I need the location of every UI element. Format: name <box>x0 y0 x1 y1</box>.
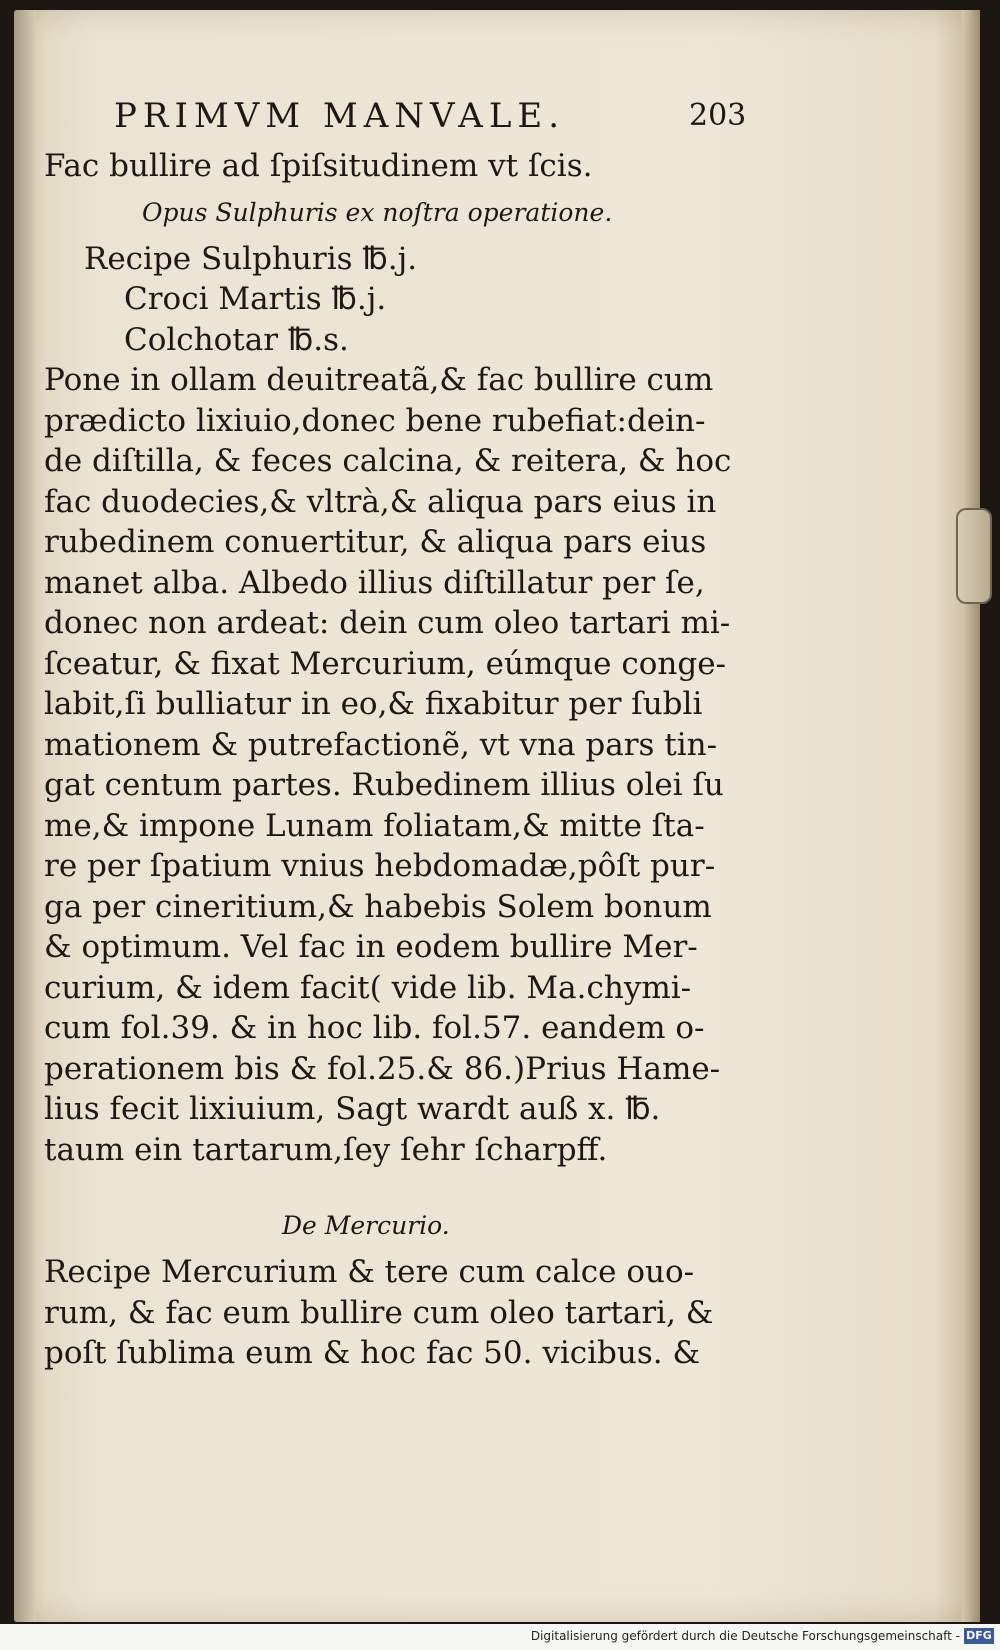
text-line: de diſtilla, & feces calcina, & reitera, & hoc <box>44 443 732 479</box>
recipe-line: Croci Martis ℔.j. <box>124 281 387 317</box>
funding-credit: Digitalisierung gefördert durch die Deutsche Forschungsgemeinschaft - <box>530 1629 960 1643</box>
text-line: gat centum partes. Rubedinem illius olei ſu <box>44 767 724 803</box>
text-line: rum, & fac eum bullire cum oleo tartari, & <box>44 1294 714 1331</box>
page-number: 203 <box>689 98 747 133</box>
text-line: Pone in ollam deuitreatã,& fac bullire cum <box>44 362 714 398</box>
text-line: Recipe Mercurium & tere cum calce ouo- <box>44 1254 695 1290</box>
text-line: mationem & putrefactionẽ, vt vna pars tin- <box>44 726 718 763</box>
text-line: donec non ardeat: dein cum oleo tartari mi- <box>44 605 731 641</box>
text-line: prædicto lixiuio,donec bene rubefiat:dein- <box>44 402 706 439</box>
text-line: taum ein tartarum,ſey ſehr ſcharpff. <box>44 1131 608 1168</box>
text-line: rubedinem conuertitur, & aliqua pars eius <box>44 524 707 560</box>
text-line: poſt ſublima eum & hoc fac 50. vicibus. & <box>44 1335 701 1371</box>
text-line: manet alba. Albedo illius diſtillatur per ſe, <box>44 564 705 601</box>
section-heading: Opus Sulphuris ex noſtra operatione. <box>142 197 613 227</box>
text-line: fac duodecies,& vltrà,& aliqua pars eius in <box>44 483 717 520</box>
text-line: Fac bullire ad ſpiſsitudinem vt ſcis. <box>44 148 593 184</box>
text-line: cum fol.39. & in hoc lib. fol.57. eandem o- <box>44 1010 705 1046</box>
text-line: me,& impone Lunam foliatam,& mitte ſta- <box>44 807 705 844</box>
section-heading: De Mercurio. <box>282 1211 450 1240</box>
footer-credit-bar <box>0 1624 1000 1650</box>
recipe-line: Colchotar ℔.s. <box>124 321 349 358</box>
text-line: & optimum. Vel fac in eodem bullire Mer- <box>44 929 698 965</box>
page-fore-edge <box>962 10 980 1622</box>
text-line: lius fecit lixiuium, Sagt wardt auß x. ℔. <box>44 1091 661 1127</box>
text-line: perationem bis & fol.25.& 86.)Prius Hame- <box>44 1050 721 1087</box>
page-header <box>44 96 764 146</box>
page-gutter <box>14 10 36 1622</box>
recipe-line: Recipe Sulphuris ℔.j. <box>84 240 418 277</box>
running-title: PRIMVM MANVALE. <box>114 96 566 136</box>
text-line: curium, & idem facit( vide lib. Ma.chymi- <box>44 969 692 1006</box>
book-clasp-tab <box>956 508 992 604</box>
dfg-logo: DFG <box>964 1628 994 1644</box>
text-line: ga per cineritium,& habebis Solem bonum <box>44 888 712 925</box>
page-text-block <box>44 96 764 1374</box>
text-line: labit,ſi bulliatur in eo,& fixabitur per ſubli <box>44 686 703 722</box>
text-line: re per ſpatium vnius hebdomadæ,pôſt pur- <box>44 848 716 884</box>
spacer <box>44 1170 764 1200</box>
text-line: ſceatur, & fixat Mercurium, eúmque conge- <box>44 645 727 682</box>
